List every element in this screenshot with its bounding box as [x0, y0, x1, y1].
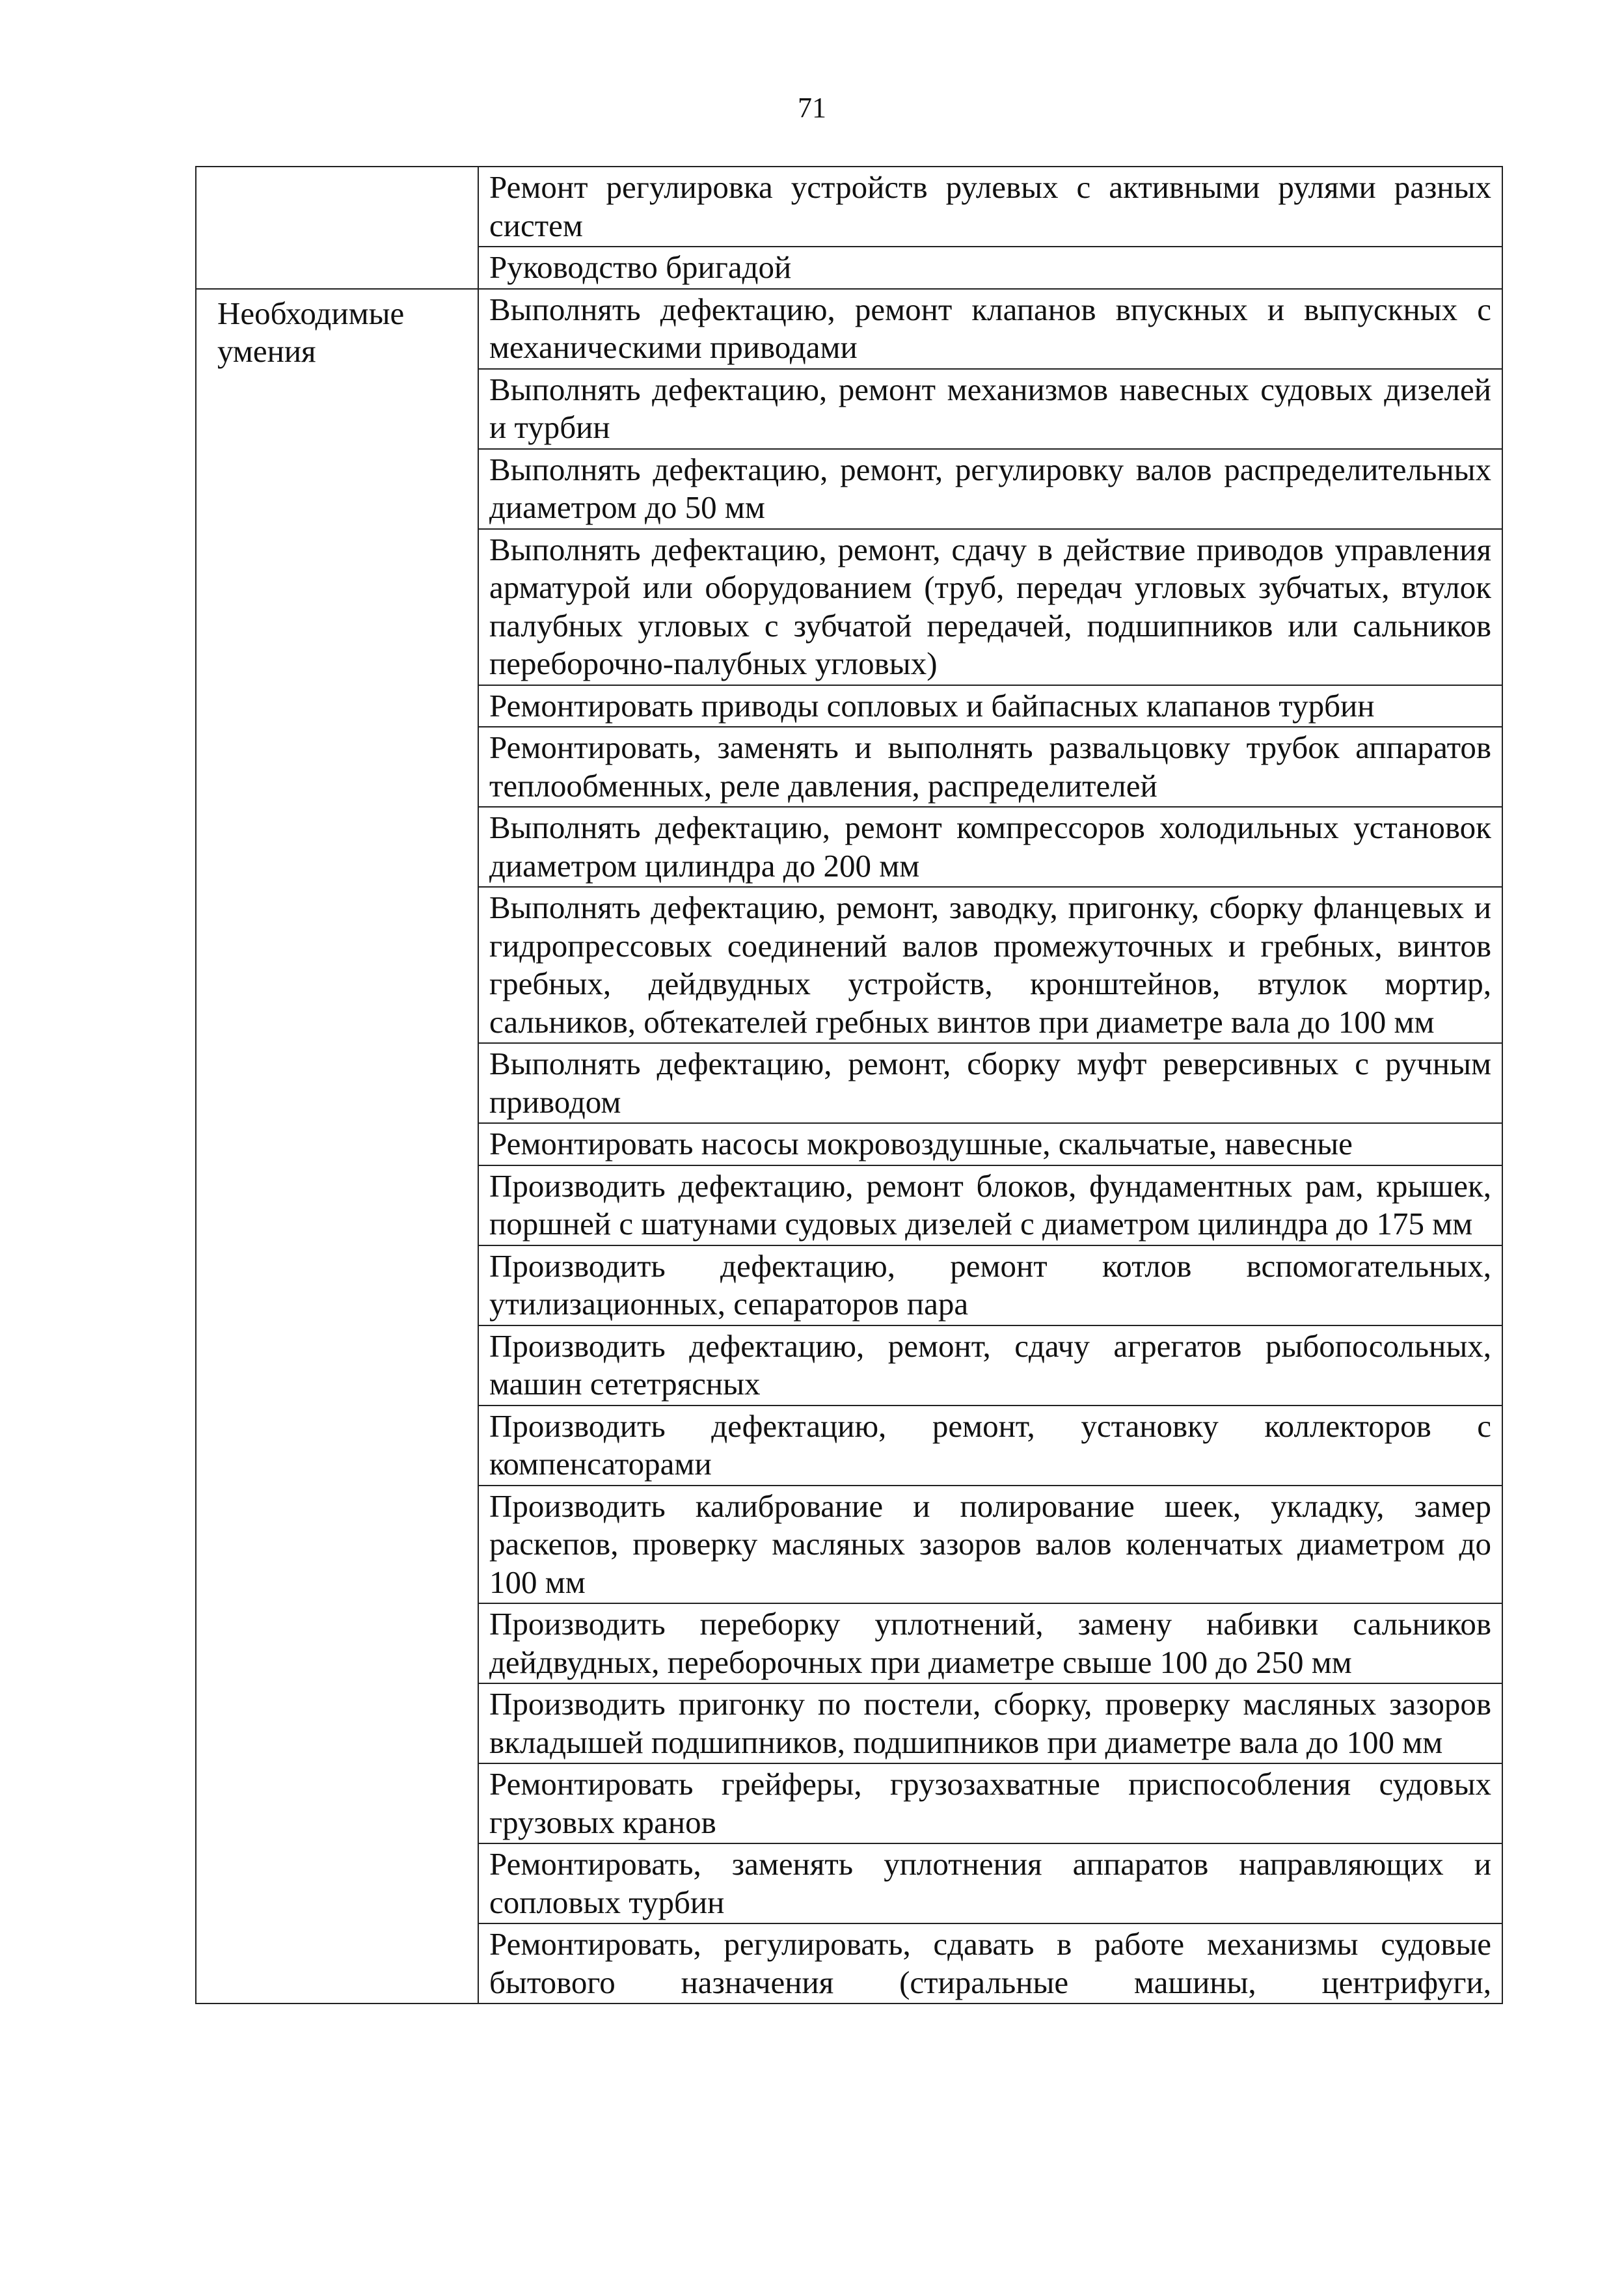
table-row [196, 289, 1502, 369]
table-cell: Ремонтировать приводы сопловых и байпасных клапанов турбин [478, 685, 1502, 727]
page-number: 71 [798, 92, 826, 124]
table-cell: Производить калибрование и полирование шеек, укладку, замер раскепов, проверку масляных зазоров валов коленчатых диаметром до 100 мм [478, 1486, 1502, 1604]
table-cell: Производить переборку уплотнений, замену набивки сальников дейдвудных, переборочных при диаметре свыше 100 до 250 мм [478, 1603, 1502, 1683]
table-cell: Выполнять дефектацию, ремонт компрессоров холодильных установок диаметром цилиндра до 200 мм [478, 807, 1502, 887]
table-row [196, 167, 1502, 247]
table-cell: Выполнять дефектацию, ремонт клапанов впускных и выпускных с механическими приводами [478, 289, 1502, 369]
table-cell: Выполнять дефектацию, ремонт механизмов навесных судовых дизелей и турбин [478, 369, 1502, 449]
table-cell: Выполнять дефектацию, ремонт, сдачу в действие приводов управления арматурой или оборудованием (труб, передач угловых зубчатых, втулок палубных угловых с зубчатой передачей, подшипников или сальников переборочно-палубных угловых) [478, 529, 1502, 685]
empty-label-cell [196, 167, 478, 289]
skills-label-cell: Необходимые умения [196, 289, 478, 2004]
table-cell: Ремонтировать насосы мокровоздушные, скальчатые, навесные [478, 1123, 1502, 1165]
table-cell: Руководство бригадой [478, 247, 1502, 289]
table-cell: Ремонт регулировка устройств рулевых с активными рулями разных систем [478, 167, 1502, 247]
table-cell: Производить дефектацию, ремонт, установку коллекторов с компенсаторами [478, 1406, 1502, 1486]
table-cell: Выполнять дефектацию, ремонт, заводку, пригонку, сборку фланцевых и гидропрессовых соединений валов промежуточных и гребных, винтов гребных, дейдвудных устройств, кронштейнов, втулок мортир, сальников, обтекателей гребных винтов при диаметре вала до 100 мм [478, 887, 1502, 1043]
qualification-table [195, 166, 1503, 2004]
table-cell: Ремонтировать грейферы, грузозахватные приспособления судовых грузовых кранов [478, 1763, 1502, 1843]
table-cell: Производить пригонку по постели, сборку, проверку масляных зазоров вкладышей подшипников, подшипников при диаметре вала до 100 мм [478, 1683, 1502, 1763]
table-cell: Производить дефектацию, ремонт, сдачу агрегатов рыбопосольных, машин сететрясных [478, 1325, 1502, 1406]
table-cell: Производить дефектацию, ремонт блоков, фундаментных рам, крышек, поршней с шатунами судовых дизелей с диаметром цилиндра до 175 мм [478, 1165, 1502, 1245]
table-cell: Производить дефектацию, ремонт котлов вспомогательных, утилизационных, сепараторов пара [478, 1245, 1502, 1325]
table-cell: Ремонтировать, заменять уплотнения аппаратов направляющих и сопловых турбин [478, 1843, 1502, 1923]
table-cell: Ремонтировать, регулировать, сдавать в работе механизмы судовые бытового назначения (стиральные машины, центрифуги, [478, 1923, 1502, 2004]
table-cell: Выполнять дефектацию, ремонт, регулировку валов распределительных диаметром до 50 мм [478, 449, 1502, 529]
table-cell: Ремонтировать, заменять и выполнять развальцовку трубок аппаратов теплообменных, реле давления, распределителей [478, 727, 1502, 807]
table-cell: Выполнять дефектацию, ремонт, сборку муфт реверсивных с ручным приводом [478, 1043, 1502, 1123]
